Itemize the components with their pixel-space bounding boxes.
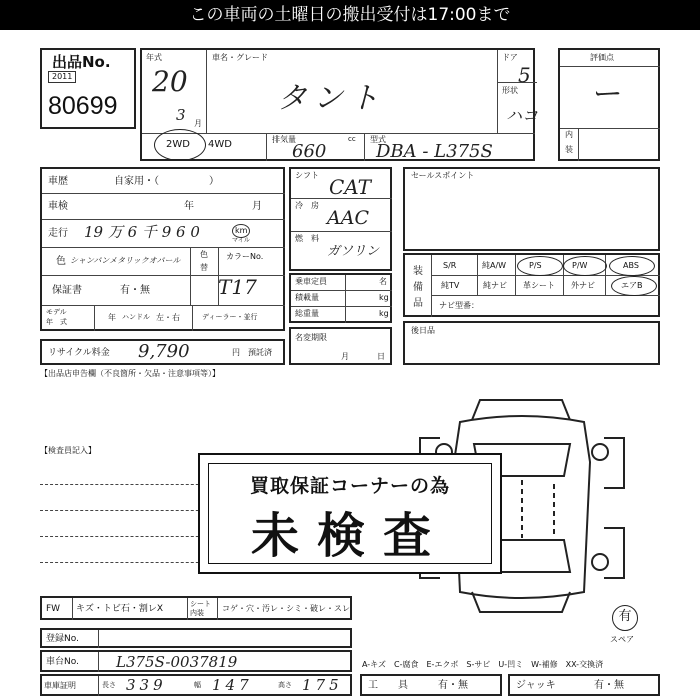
equipment-label-1: 装 [413, 266, 423, 277]
circle-abs [609, 256, 655, 276]
notes-label: 【出品店申告欄（不良箇所・欠品・注意事項等）】 [40, 369, 220, 378]
deadline-label: 名変期限 [295, 333, 327, 342]
displacement-value: 660 [292, 141, 327, 162]
recycle-status: 預託済 [248, 348, 272, 357]
tools-value: 有・無 [438, 680, 468, 691]
fw-label: FW [46, 604, 61, 614]
displacement-label: 排気量 [272, 135, 296, 144]
fuel-label: 燃 料 [295, 234, 319, 243]
circle-pw [563, 256, 607, 276]
door-value: 5 [518, 63, 531, 87]
height-label: 高さ [278, 681, 292, 689]
sales-point-label: セールスポイント [411, 171, 475, 180]
interior-label-1: 内 [565, 130, 573, 139]
shape-label: 形状 [502, 86, 518, 95]
door-label: ドア [502, 53, 518, 62]
capacity-box [289, 273, 392, 323]
equip-ext-navi: 外ナビ [571, 281, 595, 290]
width-label: 幅 [194, 681, 201, 689]
dealer-label: ディーラー・並行 [202, 313, 258, 321]
tools-label: 工 具 [368, 680, 408, 691]
handle-value: 左・右 [156, 313, 180, 322]
model-year-label-2: 年 式 [46, 318, 67, 326]
drive-2wd: 2WD [166, 139, 190, 150]
color-label: 色 [56, 256, 66, 267]
month-value: 3 [176, 106, 186, 124]
color-code-value: T17 [218, 275, 257, 299]
inspection-month: 月 [252, 201, 262, 212]
length-label: 長さ [102, 681, 116, 689]
vehicle-header-box [140, 48, 539, 162]
fw-items-2: コゲ・穴・汚レ・シミ・破レ・スレ [222, 604, 350, 613]
equip-aw: 純A/W [482, 261, 507, 270]
history-box [40, 167, 285, 331]
registration-label: 登録No. [46, 634, 79, 644]
jack-value: 有・無 [594, 680, 624, 691]
shift-value: CAT [329, 175, 371, 199]
fw-seat-2: 内装 [190, 609, 204, 617]
circle-airbag [611, 276, 657, 296]
lot-label: 出品No. [52, 53, 111, 71]
deadline-day: 日 [377, 352, 385, 361]
height-value: 175 [302, 676, 343, 694]
equip-leather: 革シート [523, 281, 555, 290]
width-value: 147 [212, 676, 253, 694]
history-value: 自家用・（ ） [114, 176, 219, 187]
later-items-box [403, 321, 660, 365]
recycle-box [40, 339, 285, 365]
month-unit: 月 [194, 119, 202, 128]
recycle-value: 9,790 [138, 341, 190, 362]
fuel-value: ガソリン [327, 244, 380, 259]
inspection-year: 年 [184, 201, 194, 212]
equip-airbag: エアB [621, 281, 643, 290]
equip-ps: P/S [529, 261, 542, 270]
deadline-box [289, 327, 392, 365]
equip-tv: 純TV [441, 281, 460, 290]
equip-navi: 純ナビ [483, 281, 507, 290]
unchecked-stamp [198, 453, 502, 574]
recycle-unit: 円 [232, 348, 240, 357]
equipment-label-3: 品 [413, 298, 423, 309]
color-change-1: 色 [200, 250, 208, 259]
deadline-month: 月 [341, 352, 349, 361]
chassis-label: 車台No. [46, 657, 79, 667]
weight-label: 総重量 [295, 309, 319, 318]
damage-legend: A-キズ C-腐食 E-エクボ S-サビ U-凹ミ W-補修 XX-交換済 [362, 660, 604, 669]
fw-box [40, 596, 352, 620]
drive-4wd: 4WD [208, 139, 232, 150]
tools-box [360, 674, 502, 696]
weight-unit: kg [379, 309, 389, 318]
interior-label-2: 装 [565, 145, 573, 154]
ac-value: AAC [327, 207, 369, 229]
chassis-value: L375S-0037819 [116, 653, 238, 671]
shape-value: ハコ [506, 106, 539, 125]
stamp-line-1: 買取保証コーナーの為 [249, 475, 450, 497]
length-value: 339 [126, 676, 167, 694]
inspection-label: 車検 [48, 201, 68, 212]
color-value: シャンパンメタリックオパール [70, 256, 181, 265]
capacity-label: 乗車定員 [295, 277, 327, 286]
shift-label: シフト [295, 171, 319, 180]
saturday-notice-banner: この車両の土曜日の搬出受付は17:00まで [0, 0, 700, 30]
handle-label: ハンドル [122, 313, 150, 321]
fw-seat-1: シート [190, 600, 211, 608]
mileage-unit: km [232, 224, 250, 238]
dims-label: 車庫証明 [44, 681, 76, 690]
history-label: 車歴 [48, 176, 68, 187]
jack-label: ジャッキ [516, 680, 556, 691]
equipment-box [403, 253, 660, 317]
circle-ps [517, 256, 563, 276]
warranty-value: 有・無 [120, 285, 150, 296]
score-box [558, 48, 660, 161]
fw-items: キズ・トビ石・割レX [76, 604, 163, 614]
spare-tire-mark [612, 605, 638, 631]
mileage-unit-mile: マイル [232, 237, 250, 244]
jack-box [508, 674, 660, 696]
mileage-label: 走行 [48, 228, 68, 239]
year-label: 年式 [146, 53, 162, 62]
model-value: DBA - L375S [376, 141, 493, 162]
recycle-label: リサイクル料金 [48, 348, 110, 358]
load-label: 積載量 [295, 293, 319, 302]
score-value: ー [590, 77, 620, 112]
equipment-label-2: 備 [413, 282, 423, 293]
stamp-line-2: 未検査 [250, 508, 449, 564]
mileage-value: 19 万 6 千 9 6 0 [84, 223, 200, 241]
car-name-label: 車名・グレード [212, 53, 268, 62]
model-year-label-1: モデル [46, 308, 67, 316]
spare-mark: 有 [618, 609, 632, 624]
wheel-front-right [592, 444, 608, 460]
lot-number: 80699 [48, 92, 118, 120]
model-year-unit: 年 [108, 313, 116, 322]
dimensions-box [40, 674, 352, 696]
wheel-rear-right [592, 554, 608, 570]
sales-point-box [403, 167, 660, 251]
chassis-box [40, 650, 352, 672]
color-change-2: 替 [200, 263, 208, 272]
displacement-unit: cc [348, 135, 356, 143]
capacity-unit: 名 [379, 277, 387, 286]
later-items-label: 後日品 [411, 326, 435, 335]
equip-abs: ABS [623, 261, 639, 270]
spare-label: スペア [610, 635, 634, 644]
score-label: 評価点 [590, 53, 614, 62]
model-label: 型式 [370, 135, 386, 144]
shift-box [289, 167, 392, 271]
lot-year-tag: 2011 [48, 71, 76, 83]
lot-number-box [40, 48, 136, 129]
ac-label: 冷 房 [295, 201, 319, 210]
warranty-label: 保証書 [52, 285, 82, 296]
navi-model-label: ナビ型番： [439, 301, 479, 310]
equip-pw: P/W [572, 261, 588, 270]
inspector-label: 【検査員記入】 [40, 446, 96, 455]
registration-box [40, 628, 352, 648]
year-value: 20 [152, 65, 188, 98]
equip-sr: S/R [443, 261, 457, 270]
load-unit: kg [379, 293, 389, 302]
color-code-label: カラーNo. [226, 252, 264, 261]
car-name-value: タント [277, 81, 385, 116]
